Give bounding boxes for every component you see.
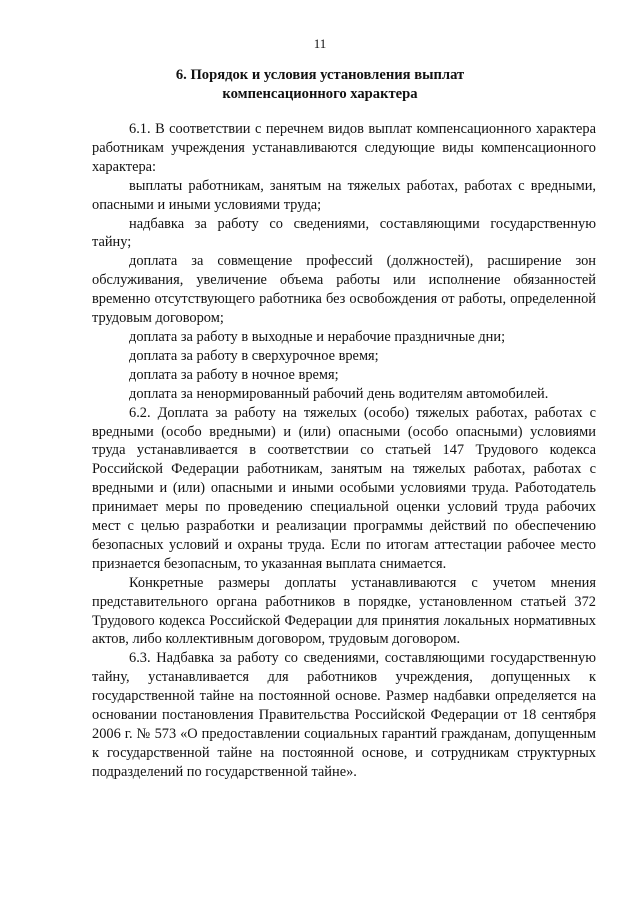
paragraph-6-2: 6.2. Доплата за работу на тяжелых (особо) тяжелых работах, работах с вредными (особо вредными) и (или) опасными (особо опасными) условиями труда устанавливается в соответствии со статьей 147 Трудового кодекса Российской Федерации работникам, занятым на тяжелых работах, работах с вредными и (или) опасными и иными особыми условиями труда. Работодатель принимает меры по проведению специальной оценки условий труда рабочих мест с целью разработки и реализации программы действий по обеспечению безопасных условий и охраны труда. Если по итогам аттестации рабочее место признается безопасным, то указанная выплата снимается. bbox=[92, 404, 596, 572]
list-item-irregular-hours-drivers: доплата за ненормированный рабочий день водителям автомобилей. bbox=[129, 385, 549, 402]
paragraph-6-3: 6.3. Надбавка за работу со сведениями, составляющими государственную тайну, устанавливается для работников учреждения, допущенных к государственной тайне на постоянной основе. Размер надбавки определяется на основании постановления Правительства Российской Федерации от 18 сентября 2006 г. № 573 «О предоставлении социальных гарантий гражданам, допущенным к государственной тайне на постоянной основе, и сотрудникам структурных подразделений по государственной тайне». bbox=[92, 650, 596, 780]
section-title-line-1: 6. Порядок и условия установления выплат bbox=[175, 67, 465, 83]
list-item-hazardous-work: выплаты работникам, занятым на тяжелых работах, работах с вредными, опасными и иными условиями труда; bbox=[92, 177, 596, 213]
page-number: 11 bbox=[313, 36, 327, 51]
section-title-line-2: компенсационного характера bbox=[222, 86, 418, 102]
paragraph-6-1-intro: 6.1. В соответствии с перечнем видов выплат компенсационного характера работникам учреждения устанавливаются следующие виды компенсационного характера: bbox=[92, 121, 596, 175]
list-item-state-secret-bonus: надбавка за работу со сведениями, составляющими государственную тайну; bbox=[92, 215, 596, 251]
paragraph-specific-amounts: Конкретные размеры доплаты устанавливаются с учетом мнения представительного органа работников в порядке, установленном статьей 372 Трудового кодекса Российской Федерации для принятия локальных нормативных актов, либо коллективным договором, трудовым договором. bbox=[92, 574, 596, 648]
list-item-weekend-holiday-work: доплата за работу в выходные и нерабочие праздничные дни; bbox=[129, 328, 506, 345]
list-item-overtime: доплата за работу в сверхурочное время; bbox=[129, 347, 379, 364]
section-title bbox=[150, 66, 490, 104]
list-item-night-work: доплата за работу в ночное время; bbox=[129, 366, 339, 383]
body-text bbox=[92, 120, 596, 782]
list-item-combined-duties: доплата за совмещение профессий (должностей), расширение зон обслуживания, увеличение объема работы или исполнение обязанностей временно отсутствующего работника без освобождения от работы, определенной трудовым договором; bbox=[92, 253, 596, 327]
